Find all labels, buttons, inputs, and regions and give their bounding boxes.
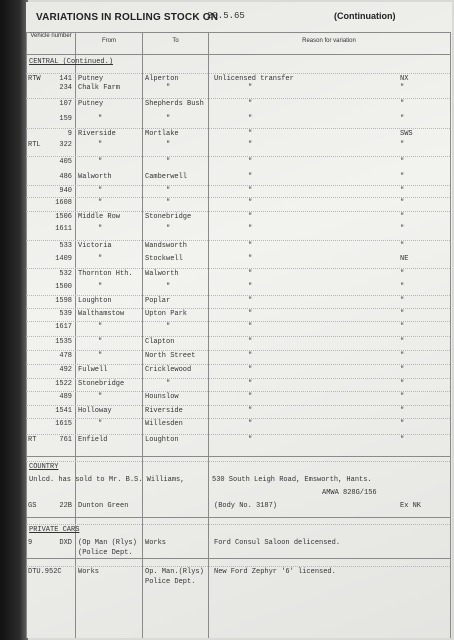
section-rule xyxy=(26,517,450,518)
from-garage: " xyxy=(98,283,103,291)
to-garage: Stockwell xyxy=(145,255,183,263)
from-garage: Thornton Hth. xyxy=(78,270,133,278)
row-divider xyxy=(26,295,450,296)
vehicle-number: 1617 xyxy=(55,323,72,331)
vehicle-number: 1409 xyxy=(55,255,72,263)
vehicle-number: 322 xyxy=(59,141,72,149)
from-garage: Putney xyxy=(78,75,104,83)
from-garage: " xyxy=(98,115,103,123)
vehicle-number: 1500 xyxy=(55,283,72,291)
row-divider xyxy=(26,211,450,212)
reason-text: " xyxy=(248,213,253,221)
from-garage: " xyxy=(98,323,103,331)
allocation-code: " xyxy=(400,297,405,305)
section-heading: COUNTRY xyxy=(29,463,59,471)
to-garage: " xyxy=(166,115,171,123)
to-garage: Hounslow xyxy=(145,393,179,401)
reason-text: Ford Consul Saloon delicensed. xyxy=(214,539,341,547)
vehicle-number: 1598 xyxy=(55,297,72,305)
from-garage: Victoria xyxy=(78,242,112,250)
allocation-code: " xyxy=(400,242,405,250)
allocation-code: " xyxy=(400,323,405,331)
column-rule xyxy=(75,32,76,638)
allocation-code: " xyxy=(400,380,405,388)
table-top-rule xyxy=(26,32,450,33)
row-divider xyxy=(26,378,450,379)
vehicle-class: GS xyxy=(28,502,37,510)
column-rule xyxy=(142,32,143,638)
reason-text: " xyxy=(248,173,253,181)
from-garage: " xyxy=(98,199,103,207)
free-text-left: Unlcd. has sold to Mr. B.S. Williams, xyxy=(29,476,185,484)
from-garage: Enfield xyxy=(78,436,108,444)
to-garage: " xyxy=(166,158,171,166)
vehicle-number: 1522 xyxy=(55,380,72,388)
vehicle-number: 761 xyxy=(59,436,72,444)
row-divider xyxy=(26,418,450,419)
allocation-code: " xyxy=(400,100,405,108)
allocation-code: " xyxy=(400,407,405,415)
allocation-code: " xyxy=(400,338,405,346)
allocation-code: " xyxy=(400,283,405,291)
column-header-reason: Reason for variation xyxy=(302,38,356,44)
reason-text: Unlicensed transfer xyxy=(214,75,294,83)
vehicle-number: 486 xyxy=(59,173,72,181)
from-garage: " xyxy=(98,158,103,166)
to-garage: " xyxy=(166,187,171,195)
allocation-code: SWS xyxy=(400,130,413,138)
reason-text: " xyxy=(248,141,253,149)
vehicle-class: RTL xyxy=(28,141,41,149)
reason-text: (Body No. 3187) xyxy=(214,502,278,510)
reason-text: " xyxy=(248,297,253,305)
from-garage: Stonebridge xyxy=(78,380,125,388)
from-garage: Walworth xyxy=(78,173,112,181)
reason-text: " xyxy=(248,352,253,360)
to-garage: Alperton xyxy=(145,75,179,83)
row-divider xyxy=(26,461,450,462)
allocation-code: " xyxy=(400,199,405,207)
reason-text: " xyxy=(248,187,253,195)
allocation-code: " xyxy=(400,187,405,195)
vehicle-number: 141 xyxy=(59,75,72,83)
reason-text: " xyxy=(248,393,253,401)
allocation-code: " xyxy=(400,158,405,166)
to-garage: Willesden xyxy=(145,420,183,428)
to-garage: Loughton xyxy=(145,436,179,444)
allocation-code: " xyxy=(400,420,405,428)
vehicle-number: 1535 xyxy=(55,338,72,346)
allocation-code: " xyxy=(400,213,405,221)
allocation-code: " xyxy=(400,352,405,360)
allocation-code: " xyxy=(400,366,405,374)
reason-text: " xyxy=(248,366,253,374)
row-divider xyxy=(26,321,450,322)
row-divider xyxy=(26,405,450,406)
continuation-label: (Continuation) xyxy=(334,11,396,21)
reason-text: " xyxy=(248,84,253,92)
from-garage: " xyxy=(98,352,103,360)
vehicle-number: DXD xyxy=(59,539,72,547)
reason-text: " xyxy=(248,270,253,278)
section-rule xyxy=(26,456,450,457)
section-heading: PRIVATE CARS xyxy=(29,526,80,534)
from-garage: (Police Dept. xyxy=(78,549,133,557)
reason-text: " xyxy=(248,283,253,291)
reason-text: " xyxy=(248,310,253,318)
reason-text: " xyxy=(248,407,253,415)
row-divider xyxy=(26,524,450,525)
from-garage: Chalk Farm xyxy=(78,84,121,92)
row-divider xyxy=(26,98,450,99)
to-garage: Cricklewood xyxy=(145,366,192,374)
from-garage: Loughton xyxy=(78,297,112,305)
vehicle-number: 1615 xyxy=(55,420,72,428)
to-garage: " xyxy=(166,225,171,233)
vehicle-number: 940 xyxy=(59,187,72,195)
page-binding-edge xyxy=(0,0,28,640)
row-divider xyxy=(26,336,450,337)
vehicle-number: 1506 xyxy=(55,213,72,221)
from-garage: " xyxy=(98,187,103,195)
from-garage: Putney xyxy=(78,100,104,108)
vehicle-number: 1611 xyxy=(55,225,72,233)
to-garage: Riverside xyxy=(145,407,183,415)
document-sheet xyxy=(26,2,452,638)
vehicle-number: 532 xyxy=(59,270,72,278)
reason-text: " xyxy=(248,436,253,444)
allocation-code: " xyxy=(400,436,405,444)
header-bottom-rule xyxy=(26,54,450,55)
column-rule xyxy=(208,32,209,638)
vehicle-class: RT xyxy=(28,436,37,444)
reason-text: " xyxy=(248,338,253,346)
to-garage: Shepherds Bush xyxy=(145,100,204,108)
vehicle-number: 22B xyxy=(59,502,72,510)
allocation-code: " xyxy=(400,225,405,233)
allocation-code: " xyxy=(400,115,405,123)
row-divider xyxy=(26,434,450,435)
to-garage: " xyxy=(166,84,171,92)
to-garage: Clapton xyxy=(145,338,175,346)
column-rule xyxy=(450,32,451,638)
to-garage: Works xyxy=(145,539,167,547)
allocation-code: " xyxy=(400,393,405,401)
vehicle-number: 9 xyxy=(67,130,72,138)
to-garage: Mortlake xyxy=(145,130,179,138)
row-divider xyxy=(26,391,450,392)
vehicle-number: 489 xyxy=(59,393,72,401)
allocation-code: " xyxy=(400,84,405,92)
vehicle-number: 492 xyxy=(59,366,72,374)
to-garage: Stonebridge xyxy=(145,213,192,221)
to-garage: " xyxy=(166,323,171,331)
page-title: VARIATIONS IN ROLLING STOCK ON xyxy=(36,12,219,23)
section-rule xyxy=(26,558,450,559)
to-garage: Upton Park xyxy=(145,310,188,318)
vehicle-number: 539 xyxy=(59,310,72,318)
allocation-code: " xyxy=(400,173,405,181)
vehicle-number: 1541 xyxy=(55,407,72,415)
vehicle-number: 107 xyxy=(59,100,72,108)
vehicle-number: 159 xyxy=(59,115,72,123)
row-divider xyxy=(26,268,450,269)
allocation-code: " xyxy=(400,310,405,318)
to-garage: " xyxy=(166,199,171,207)
column-header-vehicle: Vehicle number xyxy=(30,33,72,39)
column-header-from: From xyxy=(102,38,116,44)
from-garage: Walthamstow xyxy=(78,310,125,318)
free-text-right: 530 South Leigh Road, Emsworth, Hants. xyxy=(212,476,372,484)
vehicle-class: DTU.952C xyxy=(28,568,62,576)
from-garage: " xyxy=(98,141,103,149)
from-garage: Works xyxy=(78,568,100,576)
row-divider xyxy=(26,364,450,365)
to-garage: " xyxy=(166,380,171,388)
to-garage: Wandsworth xyxy=(145,242,188,250)
to-garage: " xyxy=(166,283,171,291)
section-heading: CENTRAL (Continued.) xyxy=(29,58,114,66)
row-divider xyxy=(26,308,450,309)
reason-text: " xyxy=(248,199,253,207)
vehicle-number: 405 xyxy=(59,158,72,166)
from-garage: Middle Row xyxy=(78,213,121,221)
allocation-code: NE xyxy=(400,255,409,263)
vehicle-number: 234 xyxy=(59,84,72,92)
from-garage: Dunton Green xyxy=(78,502,129,510)
from-garage: Riverside xyxy=(78,130,116,138)
allocation-code: NX xyxy=(400,75,409,83)
to-garage: Poplar xyxy=(145,297,171,305)
allocation-code: " xyxy=(400,270,405,278)
reason-text: " xyxy=(248,420,253,428)
vehicle-number: 533 xyxy=(59,242,72,250)
row-divider xyxy=(26,240,450,241)
row-divider xyxy=(26,128,450,129)
to-garage: " xyxy=(166,141,171,149)
reason-text: " xyxy=(248,115,253,123)
from-garage: " xyxy=(98,255,103,263)
reason-text: " xyxy=(248,130,253,138)
to-garage: North Street xyxy=(145,352,196,360)
page-date: 20.5.65 xyxy=(207,11,245,21)
vehicle-number: 478 xyxy=(59,352,72,360)
row-divider xyxy=(26,197,450,198)
row-divider xyxy=(26,185,450,186)
reason-text: " xyxy=(248,323,253,331)
to-garage: Walworth xyxy=(145,270,179,278)
row-divider xyxy=(26,73,450,74)
from-garage: " xyxy=(98,393,103,401)
to-garage: Police Dept. xyxy=(145,578,196,586)
to-garage: Op. Man.(Rlys) xyxy=(145,568,204,576)
free-text-right: AMWA 828G/156 xyxy=(322,489,377,497)
reason-text: " xyxy=(248,380,253,388)
row-divider xyxy=(26,350,450,351)
to-garage: Camberwell xyxy=(145,173,188,181)
row-divider xyxy=(26,156,450,157)
column-rule xyxy=(26,32,27,638)
reason-text: New Ford Zephyr '6' licensed. xyxy=(214,568,336,576)
from-garage: " xyxy=(98,338,103,346)
from-garage: " xyxy=(98,420,103,428)
reason-text: " xyxy=(248,255,253,263)
row-divider xyxy=(26,566,450,567)
vehicle-class: 9 xyxy=(28,539,33,547)
allocation-code: Ex NK xyxy=(400,502,422,510)
vehicle-number: 1608 xyxy=(55,199,72,207)
vehicle-class: RTW xyxy=(28,75,41,83)
allocation-code: " xyxy=(400,141,405,149)
from-garage: Holloway xyxy=(78,407,112,415)
reason-text: " xyxy=(248,242,253,250)
from-garage: (Op Man (Rlys) xyxy=(78,539,137,547)
column-header-to: To xyxy=(172,38,179,44)
reason-text: " xyxy=(248,225,253,233)
reason-text: " xyxy=(248,100,253,108)
from-garage: Fulwell xyxy=(78,366,108,374)
from-garage: " xyxy=(98,225,103,233)
reason-text: " xyxy=(248,158,253,166)
